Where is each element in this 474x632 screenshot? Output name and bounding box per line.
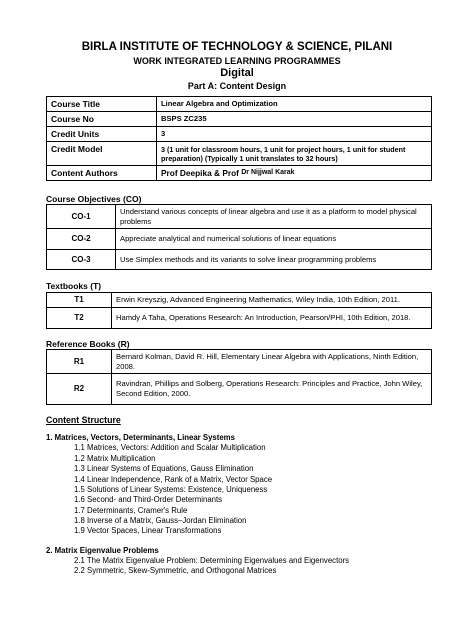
textbook-text: Hamdy A Taha, Operations Research: An Introduction, Pearson/PHI, 10th Edition, 2018. — [111, 307, 432, 329]
objective-text: Understand various concepts of linear algebra and use it as a platform to model physical problems — [115, 204, 432, 229]
credit-model-value: 3 (1 unit for classroom hours, 1 unit for project hours, 1 unit for student preparation) (Typically 1 unit translates to 32 hours) — [156, 141, 432, 166]
textbook-text: Erwin Kreyszig, Advanced Engineering Mathematics, Wiley India, 10th Edition, 2011. — [111, 292, 432, 308]
part-title: Part A: Content Design — [187, 81, 287, 91]
reference-code: R2 — [46, 373, 112, 405]
textbook-code: T1 — [46, 292, 112, 308]
content-authors-label: Content Authors — [46, 165, 157, 181]
mode-title: Digital — [220, 67, 254, 79]
list-item: 1.9 Vector Spaces, Linear Transformations — [74, 526, 222, 535]
list-item: 2.1 The Matrix Eigenvalue Problem: Determining Eigenvalues and Eigenvectors — [74, 556, 350, 565]
list-item: 1.5 Solutions of Linear Systems: Existence, Uniqueness — [74, 485, 268, 494]
list-item: 1.3 Linear Systems of Equations, Gauss Elimination — [74, 464, 254, 473]
course-no-label: Course No — [46, 111, 157, 127]
content-authors-value — [156, 165, 432, 181]
reference-text: Ravindran, Phillips and Solberg, Operations Research: Principles and Practice, John Wiley, Second Edition, 2000. — [111, 373, 432, 405]
list-item: 1.4 Linear Independence, Rank of a Matrix, Vector Space — [74, 475, 273, 484]
course-no-value: BSPS ZC235 — [156, 111, 432, 127]
objective-text: Use Simplex methods and its variants to solve linear programming problems — [115, 249, 432, 270]
institute-title: BIRLA INSTITUTE OF TECHNOLOGY & SCIENCE, PILANI — [81, 41, 393, 53]
section-title: 2. Matrix Eigenvalue Problems — [46, 546, 159, 555]
list-item: 1.8 Inverse of a Matrix, Gauss–Jordan Elimination — [74, 516, 247, 525]
reference-code: R1 — [46, 349, 112, 374]
objective-code: CO-2 — [46, 228, 116, 250]
list-item: 1.1 Matrices, Vectors: Addition and Scalar Multiplication — [74, 443, 266, 452]
content-heading: Content Structure — [46, 415, 121, 425]
course-title-label: Course Title — [46, 96, 157, 112]
credit-units-value: 3 — [156, 126, 432, 142]
content-authors-primary: Prof Deepika & Prof — [161, 168, 239, 178]
objective-text: Appreciate analytical and numerical solutions of linear equations — [115, 228, 432, 250]
content-authors-secondary: Dr Nijjwal Karak — [241, 169, 295, 176]
list-item: 2.2 Symmetric, Skew-Symmetric, and Orthogonal Matrices — [74, 566, 277, 575]
course-title-value: Linear Algebra and Optimization — [156, 96, 432, 112]
credit-model-label: Credit Model — [46, 141, 157, 166]
list-item: 1.6 Second- and Third-Order Determinants — [74, 495, 223, 504]
references-heading: Reference Books (R) — [46, 339, 130, 349]
list-item: 1.2 Matrix Multiplication — [74, 454, 156, 463]
textbooks-heading: Textbooks (T) — [46, 281, 102, 291]
objective-code: CO-3 — [46, 249, 116, 270]
section-title: 1. Matrices, Vectors, Determinants, Linear Systems — [46, 433, 235, 442]
objective-code: CO-1 — [46, 204, 116, 229]
credit-units-label: Credit Units — [46, 126, 157, 142]
programme-title: WORK INTEGRATED LEARNING PROGRAMMES — [133, 56, 341, 66]
reference-text: Bernard Kolman, David R. Hill, Elementary Linear Algebra with Applications, Ninth Edition, 2008. — [111, 349, 432, 374]
objectives-heading: Course Objectives (CO) — [46, 194, 142, 204]
textbook-code: T2 — [46, 307, 112, 329]
list-item: 1.7 Determinants, Cramer's Rule — [74, 506, 188, 515]
